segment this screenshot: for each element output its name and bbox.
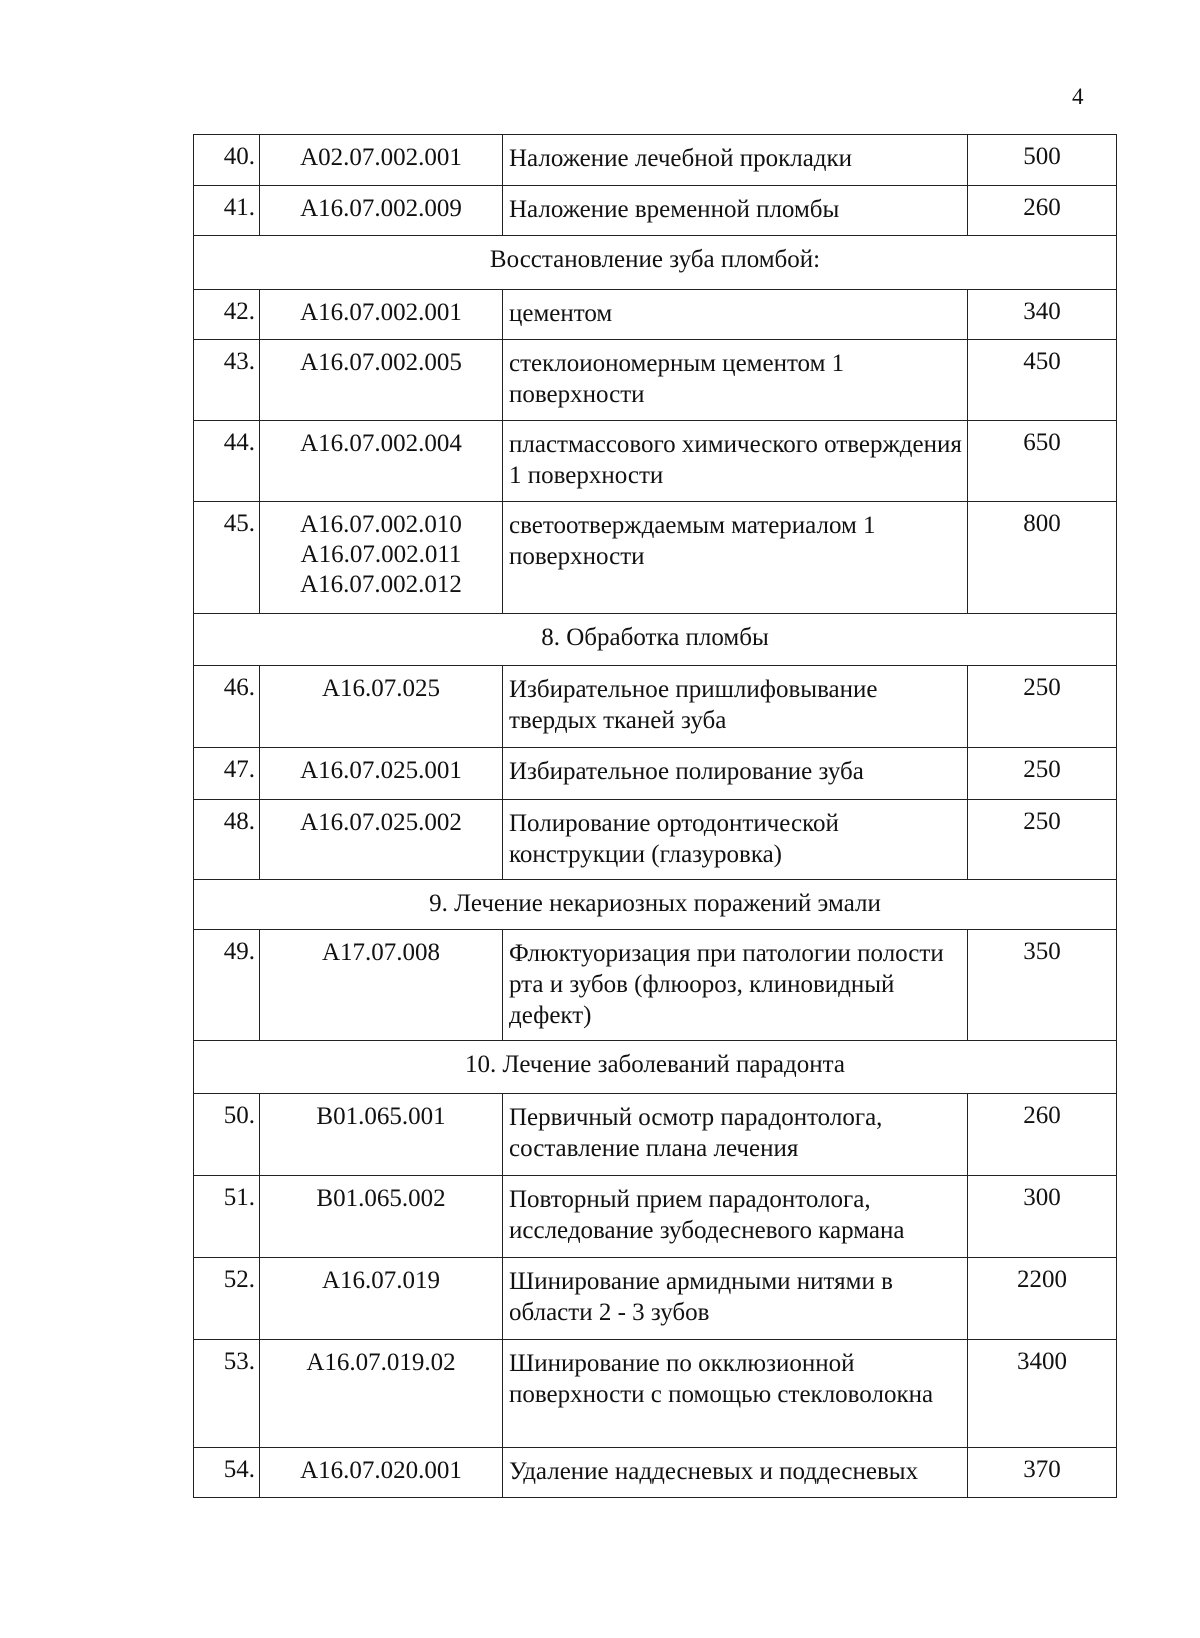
service-name: цементом [503, 290, 968, 340]
code-line: А16.07.002.010 [300, 511, 462, 538]
service-name: Первичный осмотр парадонтолога, составление плана лечения [503, 1094, 968, 1176]
code-line: А16.07.002.011 [300, 541, 462, 568]
code-line: В01.065.002 [316, 1185, 446, 1212]
service-code [260, 135, 503, 186]
row-number: 40. [194, 135, 260, 186]
service-price: 250 [968, 666, 1117, 748]
table-row [194, 135, 1117, 186]
service-code [260, 748, 503, 800]
row-number: 43. [194, 340, 260, 421]
table-row [194, 502, 1117, 614]
section-row [194, 614, 1117, 666]
service-price: 800 [968, 502, 1117, 614]
row-number: 47. [194, 748, 260, 800]
code-line: А16.07.019.02 [306, 1349, 456, 1376]
service-price: 450 [968, 340, 1117, 421]
section-title: 10. Лечение заболеваний парадонта [194, 1041, 1117, 1094]
table-row [194, 1176, 1117, 1258]
table-row [194, 340, 1117, 421]
service-name: Повторный прием парадонтолога, исследование зубодесневого кармана [503, 1176, 968, 1258]
code-line: В01.065.001 [316, 1103, 446, 1130]
service-name: светоотверждаемым материалом 1 поверхности [503, 502, 968, 614]
table-row [194, 930, 1117, 1041]
row-number: 46. [194, 666, 260, 748]
service-code [260, 186, 503, 236]
section-row [194, 880, 1117, 930]
service-code [260, 930, 503, 1041]
service-code [260, 421, 503, 502]
row-number: 49. [194, 930, 260, 1041]
service-name: Избирательное пришлифовывание твердых тканей зуба [503, 666, 968, 748]
service-price: 250 [968, 748, 1117, 800]
service-price: 650 [968, 421, 1117, 502]
service-price: 300 [968, 1176, 1117, 1258]
table-row [194, 800, 1117, 880]
service-price: 260 [968, 1094, 1117, 1176]
service-code [260, 290, 503, 340]
row-number: 52. [194, 1258, 260, 1340]
section-title: 9. Лечение некариозных поражений эмали [194, 880, 1117, 930]
row-number: 45. [194, 502, 260, 614]
service-name: Флюктуоризация при патологии полости рта и зубов (флюороз, клиновидный дефект) [503, 930, 968, 1041]
row-number: 54. [194, 1448, 260, 1498]
row-number: 48. [194, 800, 260, 880]
price-table [193, 134, 1117, 1498]
section-row [194, 236, 1117, 290]
row-number: 53. [194, 1340, 260, 1448]
service-name: Удаление наддесневых и поддесневых [503, 1448, 968, 1498]
service-price: 370 [968, 1448, 1117, 1498]
code-line: А02.07.002.001 [300, 144, 462, 171]
service-name: Шинирование армидными нитями в области 2 - 3 зубов [503, 1258, 968, 1340]
row-number: 41. [194, 186, 260, 236]
code-line: А16.07.025.001 [300, 757, 462, 784]
table-row [194, 421, 1117, 502]
code-line: А16.07.020.001 [300, 1457, 462, 1484]
table-row [194, 290, 1117, 340]
code-line: А16.07.025 [321, 675, 441, 702]
service-code [260, 1258, 503, 1340]
service-name: Полирование ортодонтической конструкции (глазуровка) [503, 800, 968, 880]
code-line: А16.07.002.009 [300, 195, 462, 222]
service-name: Шинирование по окклюзионной поверхности с помощью стекловолокна [503, 1340, 968, 1448]
service-name: Наложение временной пломбы [503, 186, 968, 236]
code-line: А16.07.002.004 [300, 430, 462, 457]
row-number: 51. [194, 1176, 260, 1258]
service-name: Избирательное полирование зуба [503, 748, 968, 800]
table-row [194, 666, 1117, 748]
service-code [260, 1448, 503, 1498]
service-code [260, 340, 503, 421]
row-number: 44. [194, 421, 260, 502]
code-line: А17.07.008 [321, 939, 441, 966]
service-code [260, 1094, 503, 1176]
service-price: 3400 [968, 1340, 1117, 1448]
section-title: Восстановление зуба пломбой: [194, 236, 1117, 290]
service-name: Наложение лечебной прокладки [503, 135, 968, 186]
service-name: стеклоиономерным цементом 1 поверхности [503, 340, 968, 421]
code-line: А16.07.025.002 [300, 809, 462, 836]
section-title: 8. Обработка пломбы [194, 614, 1117, 666]
table-row [194, 1258, 1117, 1340]
table-row [194, 1340, 1117, 1448]
service-price: 260 [968, 186, 1117, 236]
page-number: 4 [1072, 84, 1084, 109]
service-code [260, 800, 503, 880]
service-code [260, 1176, 503, 1258]
service-price: 250 [968, 800, 1117, 880]
service-price: 350 [968, 930, 1117, 1041]
table-row [194, 1448, 1117, 1498]
table-row [194, 1094, 1117, 1176]
service-code [260, 502, 503, 614]
code-line: А16.07.002.001 [300, 299, 462, 326]
service-code [260, 666, 503, 748]
row-number: 42. [194, 290, 260, 340]
service-code [260, 1340, 503, 1448]
code-line: А16.07.002.005 [300, 349, 462, 376]
service-price: 2200 [968, 1258, 1117, 1340]
service-price: 340 [968, 290, 1117, 340]
code-line: А16.07.019 [321, 1267, 441, 1294]
table-row [194, 186, 1117, 236]
table-row [194, 748, 1117, 800]
service-price: 500 [968, 135, 1117, 186]
code-line: А16.07.002.012 [300, 571, 462, 598]
service-name: пластмассового химического отверждения 1 поверхности [503, 421, 968, 502]
row-number: 50. [194, 1094, 260, 1176]
section-row [194, 1041, 1117, 1094]
